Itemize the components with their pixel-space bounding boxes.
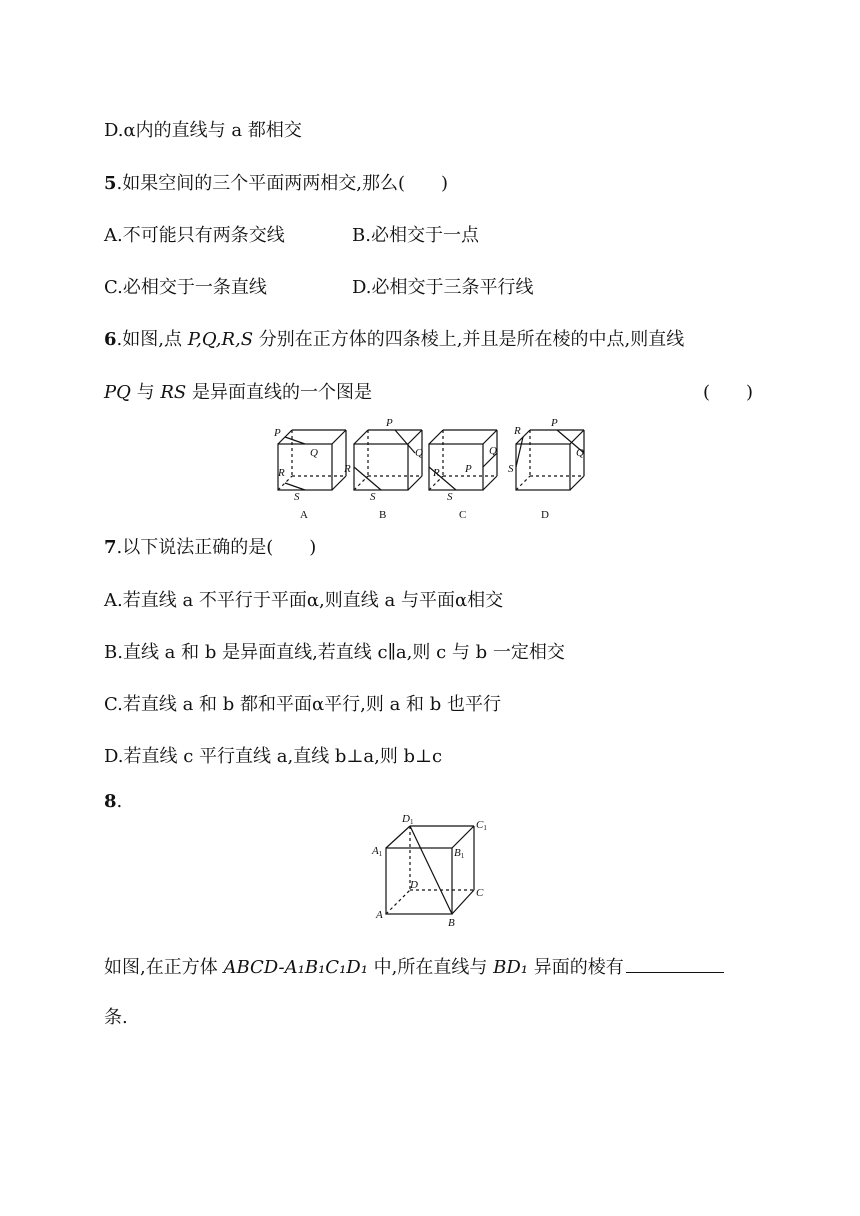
q5-option-b: B.必相交于一点 — [352, 225, 479, 246]
fig-d-label-r: R — [514, 425, 521, 437]
fig-c-label-q: Q — [489, 445, 497, 457]
q8-stem-end: 条. — [104, 1007, 128, 1028]
q7-option-b: B.直线 a 和 b 是异面直线,若直线 c∥a,则 c 与 b 一定相交 — [104, 642, 565, 663]
q8-bd1: BD₁ — [493, 957, 528, 978]
fig-a-label-s: S — [294, 491, 300, 503]
q7-number: 7 — [104, 537, 117, 558]
q5-number: 5 — [104, 173, 117, 194]
q5-option-a: A.不可能只有两条交线 — [104, 225, 285, 246]
fig-option-d: D — [541, 509, 549, 521]
fig-c-label-s: S — [447, 491, 453, 503]
q8-label-c: C — [476, 887, 484, 899]
q8-answer-blank[interactable] — [626, 954, 724, 973]
q7-option-d: D.若直线 c 平行直线 a,直线 b⊥a,则 b⊥c — [104, 746, 443, 767]
fig-d-label-q: Q — [576, 447, 584, 459]
q6-stem-line2 — [104, 381, 372, 405]
fig-b-label-q: Q — [415, 447, 423, 459]
q6-stem-b: 分别在正方体的四条棱上,并且是所在棱的中点,则直线 — [253, 329, 685, 350]
q8-number-line — [104, 790, 122, 814]
q8-stem-b: 中,所在直线与 — [367, 957, 494, 978]
q7-stem — [104, 536, 316, 560]
q6-mid: 与 — [130, 382, 161, 403]
q8-label-b1: B1 — [454, 847, 465, 860]
q8-number: 8 — [104, 791, 117, 812]
fig-a-label-q: Q — [310, 447, 318, 459]
q6-stem-line1 — [104, 328, 684, 352]
cube-c — [429, 430, 497, 490]
fig-option-b: B — [379, 509, 387, 521]
cube-d — [516, 430, 584, 490]
q7-option-c: C.若直线 a 和 b 都和平面α平行,则 a 和 b 也平行 — [104, 694, 502, 715]
fig-option-c: C — [459, 509, 467, 521]
q8-label-a1: A1 — [372, 845, 383, 858]
q8-dot: . — [116, 791, 123, 812]
q4-option-d: D.α内的直线与 a 都相交 — [104, 120, 302, 141]
q8-label-a: A — [376, 909, 383, 921]
fig-b-label-r: R — [344, 463, 351, 475]
q6-stem-end: 是异面直线的一个图是 — [186, 382, 372, 403]
q8-stem-c: 异面的棱有 — [527, 957, 624, 978]
q8-stem — [104, 954, 724, 980]
fig-b-label-p: P — [386, 417, 393, 429]
q7-option-a: A.若直线 a 不平行于平面α,则直线 a 与平面α相交 — [104, 590, 504, 611]
cube-a — [278, 430, 346, 490]
q5-stem-text: .如果空间的三个平面两两相交,那么( ) — [116, 173, 449, 194]
q7-stem-text: .以下说法正确的是( ) — [116, 537, 317, 558]
q6-stem-a: .如图,点 — [116, 329, 188, 350]
fig-option-a: A — [300, 509, 308, 521]
q8-label-b: B — [448, 917, 455, 929]
fig-b-label-s: S — [370, 491, 376, 503]
q5-option-c: C.必相交于一条直线 — [104, 277, 267, 298]
cube-b — [354, 430, 422, 490]
fig-d-label-s: S — [508, 463, 514, 475]
q6-answer-paren: ( ) — [703, 382, 754, 403]
q5-stem — [104, 172, 448, 196]
q6-rs: RS — [160, 382, 187, 403]
fig-a-label-p: P — [274, 427, 281, 439]
q8-cube-figure — [370, 812, 500, 930]
q6-pq: PQ — [104, 382, 131, 403]
q5-option-d: D.必相交于三条平行线 — [352, 277, 534, 298]
fig-c-label-p: P — [465, 463, 472, 475]
fig-a-label-r: R — [278, 467, 285, 479]
q6-number: 6 — [104, 329, 117, 350]
fig-d-label-p: P — [551, 417, 558, 429]
q8-label-d: D — [410, 879, 418, 891]
q6-cubes-figure — [270, 414, 600, 522]
q6-points: P,Q,R,S — [187, 329, 254, 350]
fig-c-label-r: R — [433, 467, 440, 479]
q8-label-d1: D1 — [402, 813, 414, 826]
q8-cube-name: ABCD-A₁B₁C₁D₁ — [223, 957, 368, 978]
q8-label-c1: C1 — [476, 819, 487, 832]
q8-stem-a: 如图,在正方体 — [104, 957, 224, 978]
